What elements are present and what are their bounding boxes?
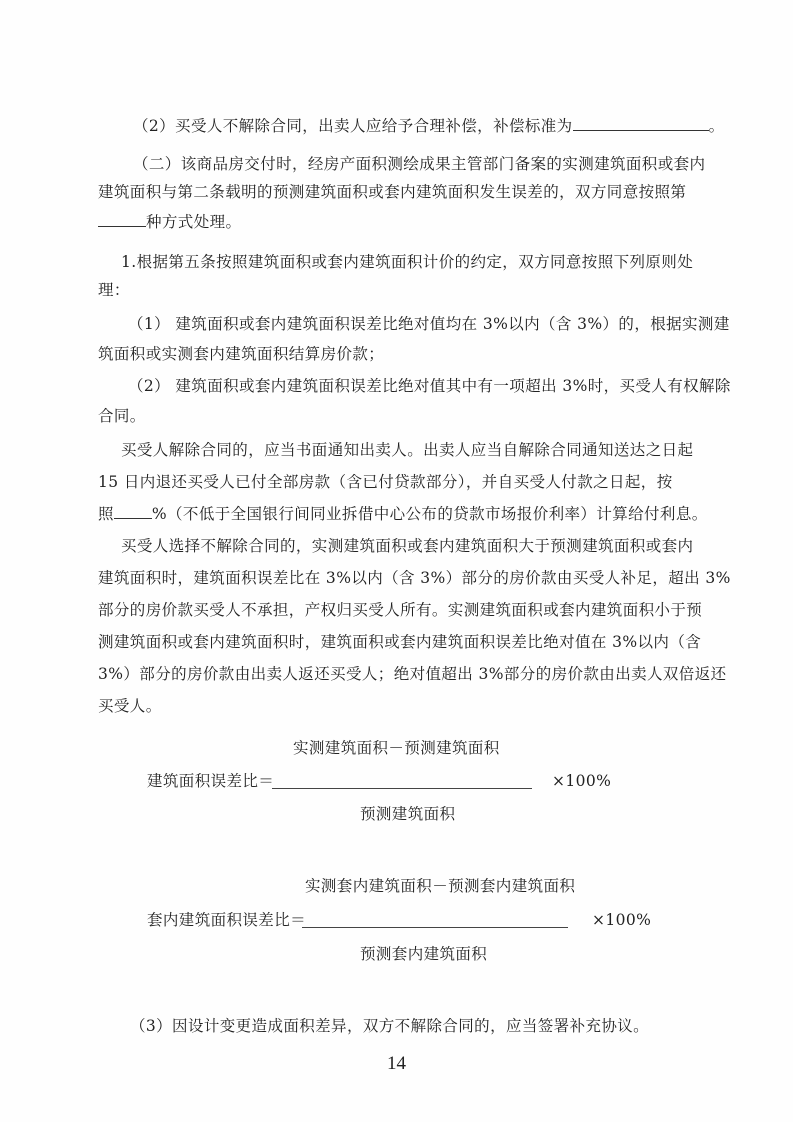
formula2-denominator: 预测套内建筑面积: [360, 945, 488, 963]
formula1-label: 建筑面积误差比＝: [147, 772, 275, 790]
paragraph-principle-line2: 理：: [98, 281, 130, 299]
formula1-numerator: 实测建筑面积－预测建筑面积: [293, 739, 500, 757]
paragraph-design-change: （3）因设计变更造成面积差异，双方不解除合同的，应当签署补充协议。: [130, 1017, 650, 1035]
paragraph-nontermination-line5: 3%）部分的房价款由出卖人返还买受人；绝对值超出 3%部分的房价款由出卖人双倍返还: [98, 665, 727, 683]
paragraph-area-error-line3: [98, 212, 241, 232]
text: %（不低于全国银行间同业拆借中心公布的贷款市场报价利率）计算给付利息。: [151, 505, 708, 523]
paragraph-compensation: [133, 116, 724, 136]
paragraph-termination-line3: [98, 504, 708, 524]
paragraph-termination-line2: 15 日内退还买受人已付全部房款（含已付贷款部分），并自买受人付款之日起，按: [98, 473, 673, 491]
paragraph-item2-line1: （2） 建筑面积或套内建筑面积误差比绝对值其中有一项超出 3%时，买受人有权解除: [128, 377, 731, 395]
formula1-fraction-line: [272, 788, 532, 789]
paragraph-item1-line1: （1） 建筑面积或套内建筑面积误差比绝对值均在 3%以内（含 3%）的，根据实测建: [128, 315, 730, 333]
paragraph-nontermination-line1: 买受人选择不解除合同的，实测建筑面积或套内建筑面积大于预测建筑面积或套内: [121, 537, 694, 555]
text: （2）买受人不解除合同，出卖人应给予合理补偿，补偿标准为: [133, 117, 573, 135]
paragraph-termination-line1: 买受人解除合同的，应当书面通知出卖人。出卖人应当自解除合同通知送达之日起: [121, 441, 694, 459]
paragraph-nontermination-line2: 建筑面积时，建筑面积误差比在 3%以内（含 3%）部分的房价款由买受人补足，超出 3%: [98, 569, 731, 587]
text: 照: [98, 505, 114, 523]
paragraph-area-error-line1: （二）该商品房交付时，经房产面积测绘成果主管部门备案的实测建筑面积或套内: [133, 155, 706, 173]
page-number: 14: [387, 1053, 406, 1074]
text: 种方式处理。: [146, 213, 242, 231]
paragraph-area-error-line2: 建筑面积与第二条载明的预测建筑面积或套内建筑面积发生误差的，双方同意按照第: [98, 183, 687, 201]
paragraph-item2-line2: 合同。: [98, 407, 146, 425]
fill-blank-compensation[interactable]: [573, 116, 709, 131]
paragraph-nontermination-line6: 买受人。: [98, 697, 162, 715]
paragraph-item1-line2: 筑面积或实测套内建筑面积结算房价款；: [98, 345, 385, 363]
text: 。: [708, 117, 725, 135]
formula2-numerator: 实测套内建筑面积－预测套内建筑面积: [305, 877, 576, 895]
fill-blank-method[interactable]: [98, 212, 146, 227]
formula1-multiplier: ×100%: [552, 772, 612, 790]
paragraph-nontermination-line3: 部分的房价款买受人不承担，产权归买受人所有。实测建筑面积或套内建筑面积小于预: [98, 601, 703, 619]
fill-blank-interest-rate[interactable]: [114, 504, 152, 519]
paragraph-principle-line1: 1.根据第五条按照建筑面积或套内建筑面积计价的约定，双方同意按照下列原则处: [121, 253, 694, 271]
formula2-fraction-line: [302, 927, 568, 928]
formula2-label: 套内建筑面积误差比＝: [147, 911, 307, 929]
formula2-multiplier: ×100%: [592, 911, 652, 929]
formula1-denominator: 预测建筑面积: [360, 805, 456, 823]
paragraph-nontermination-line4: 测建筑面积或套内建筑面积时，建筑面积或套内建筑面积误差比绝对值在 3%以内（含: [98, 633, 702, 651]
